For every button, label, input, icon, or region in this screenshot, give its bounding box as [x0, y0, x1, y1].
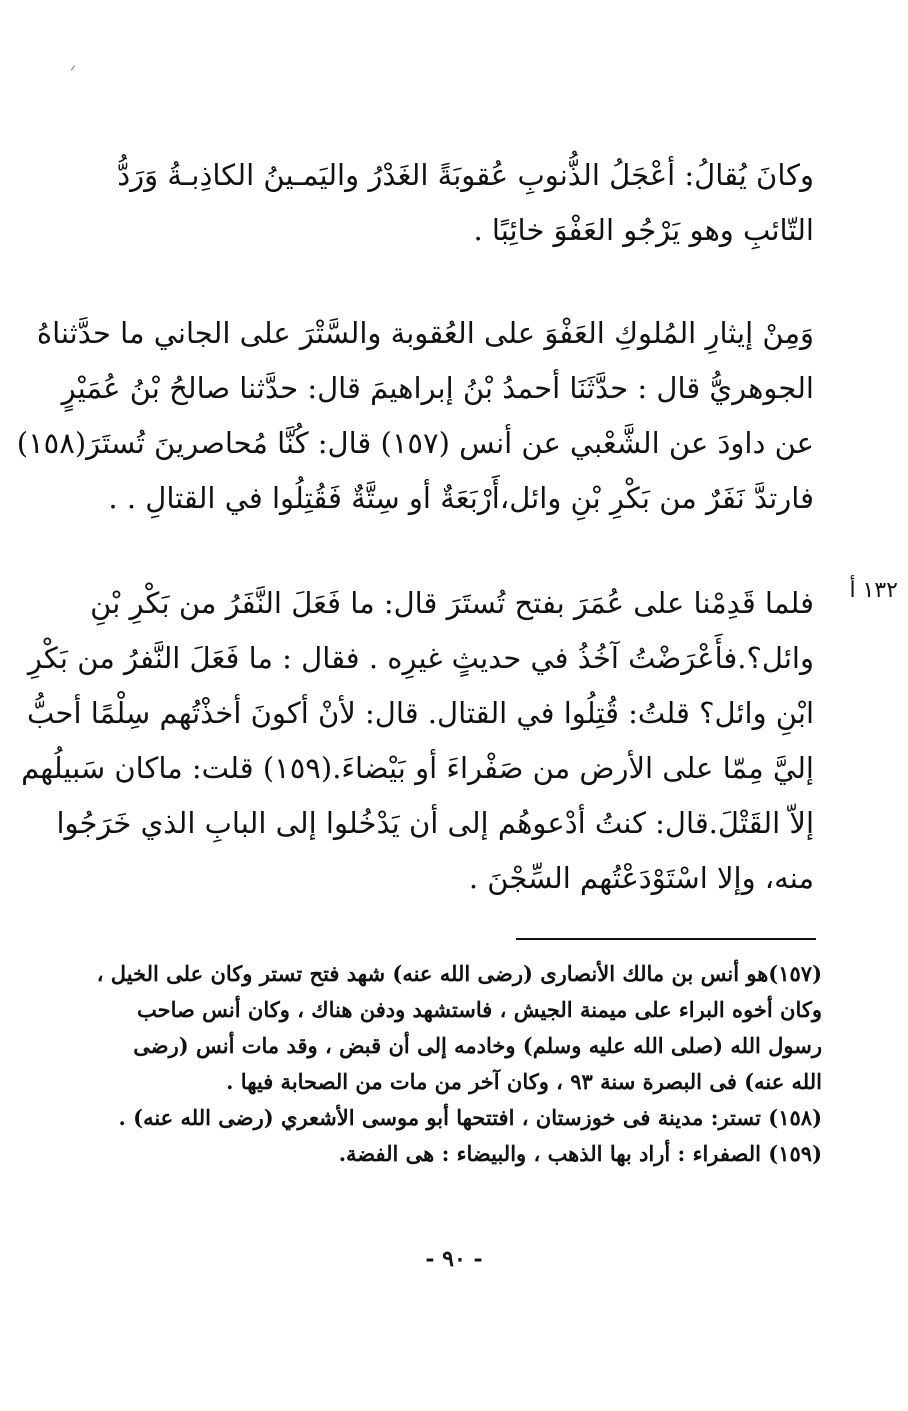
text-line: منه، وإلا اسْتَوْدَعْتُهم السِّجْنَ . [468, 861, 814, 895]
paragraph-3 [21, 576, 814, 906]
footnote-line: (١٥٩) الصفراء : أراد بها الذهب ، والبيضاء : هى الفضة. [338, 1141, 822, 1166]
footnotes [92, 956, 822, 1172]
text-line: إليَّ مِمّا على الأرض من صَفْراءَ أو بَيْضاءَ.(١٥٩) قلت: ماكان سَبيلُهم [21, 751, 814, 785]
text-line: وائل؟.فأَعْرَضْتُ آخُذُ في حديثٍ غيرِه . فقال : ما فَعَلَ النَّفرُ من بَكْرِ [27, 641, 814, 675]
text-line: ابْنِ وائل؟ قلتُ: قُتِلُوا في القتال. قال: لأنْ أكونَ أخذْتُهم سِلْمًا أحبُّ [27, 696, 814, 730]
stray-ink-mark [71, 65, 79, 73]
footnote-line: رسول الله (صلى الله عليه وسلم) وخادمه إلى أن قبض ، وقد مات أنس (رضى [133, 1033, 822, 1058]
text-line: فارتدَّ نَفَرٌ من بَكْرِ بْنِ وائل،أَرْبَعَةٌ أو سِتَّةٌ فَقُتِلُوا في القتالِ . . [108, 481, 814, 515]
footnote-line: الله عنه) فى البصرة سنة ٩٣ ، وكان آخر من مات من الصحابة فيها . [226, 1069, 822, 1094]
footnote-line: وكان أخوه البراء على ميمنة الجيش ، فاستشهد ودفن هناك ، وكان أنس صاحب [137, 997, 822, 1022]
text-line: عن داودَ عن الشَّعْبي عن أنس (١٥٧) قال: كُنَّا مُحاصرينَ تُستَرَ(١٥٨) [16, 426, 814, 460]
footnote-line: (١٥٧)هو أنس بن مالك الأنصارى (رضى الله عنه) شهد فتح تستر وكان على الخيل ، [96, 961, 822, 986]
text-line: فلما قَدِمْنا على عُمَرَ بفتح تُستَرَ قال: ما فَعَلَ النَّفَرُ من بَكْرِ بْنِ [90, 586, 814, 620]
text-line: الجوهريُّ قال : حدَّثَنَا أحمدُ بْنُ إبراهيمَ قال: حدَّثنا صالحُ بْنُ عُمَيْرٍ [61, 371, 814, 405]
manuscript-folio-reference: ١٣٢ أ [849, 578, 898, 603]
text-line: وكانَ يُقالُ: أعْجَلُ الذُّنوبِ عُقوبَةً الغَدْرُ واليَمـينُ الكاذِبـةُ وَرَدُّ [117, 158, 814, 192]
paragraph-1 [92, 148, 814, 258]
text-line: التّائبِ وهو يَرْجُو العَفْوَ خائِبًا . [473, 213, 814, 247]
footnote-line: (١٥٨) تستر: مدينة فى خوزستان ، افتتحها أبو موسى الأشعري (رضى الله عنه) . [118, 1105, 822, 1130]
page-number: - ٩٠ - [425, 1246, 483, 1272]
paragraph-2 [16, 306, 814, 526]
text-line: إلاّ القَتْلَ.قال: كنتُ أدْعوهُم إلى أن يَدْخُلوا إلى البابِ الذي خَرَجُوا [56, 806, 814, 840]
text-line: وَمِنْ إيثارِ المُلوكِ العَفْوَ على العُقوبة والسَّتْرَ على الجاني ما حدَّثناهُ [36, 316, 814, 350]
footnote-separator [516, 938, 816, 940]
